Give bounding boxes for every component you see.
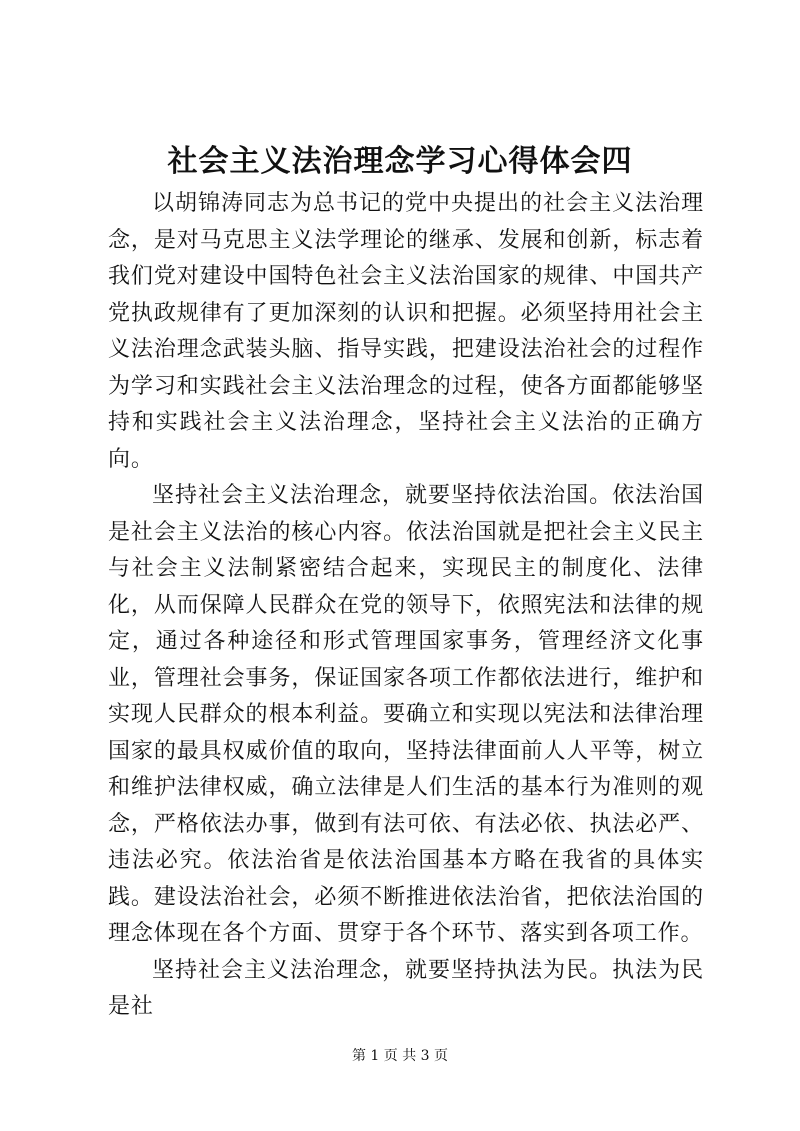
paragraph-2: 坚持社会主义法治理念，就要坚持依法治国。依法治国是社会主义法治的核心内容。依法治国就是把社会主义民主与社会主义法制紧密结合起来，实现民主的制度化、法律化，从而保障人民群众在党的领导下，依照宪法和法律的规定，通过各种途径和形式管理国家事务，管理经济文化事业，管理社会事务，保证国家各项工作都依法进行，维护和实现人民群众的根本利益。要确立和实现以宪法和法律治理国家的最具权威价值的取向，坚持法律面前人人平等，树立和维护法律权威，确立法律是人们生活的基本行为准则的观念，严格依法办事，做到有法可依、有法必依、执法必严、违法必究。依法治省是依法治国基本方略在我省的具体实践。建设法治社会，必须不断推进依法治省，把依法治国的理念体现在各个方面、贯穿于各个环节、落实到各项工作。 — [108, 483, 704, 946]
document-title: 社会主义法治理念学习心得体会四 — [167, 144, 633, 179]
paragraph-1: 以胡锦涛同志为总书记的党中央提出的社会主义法治理念，是对马克思主义法学理论的继承、发展和创新，标志着我们党对建设中国特色社会主义法治国家的规律、中国共产党执政规律有了更加深刻的认识和把握。必须坚持用社会主义法治理念武装头脑、指导实践，把建设法治社会的过程作为学习和实践社会主义法治理念的过程，使各方面都能够坚持和实践社会主义法治理念，坚持社会主义法治的正确方向。 — [108, 191, 704, 472]
document-body — [108, 186, 704, 1026]
page-footer: 第 1 页 共 3 页 — [351, 1048, 449, 1064]
paragraph-3: 坚持社会主义法治理念，就要坚持执法为民。执法为民是社 — [108, 957, 704, 1019]
